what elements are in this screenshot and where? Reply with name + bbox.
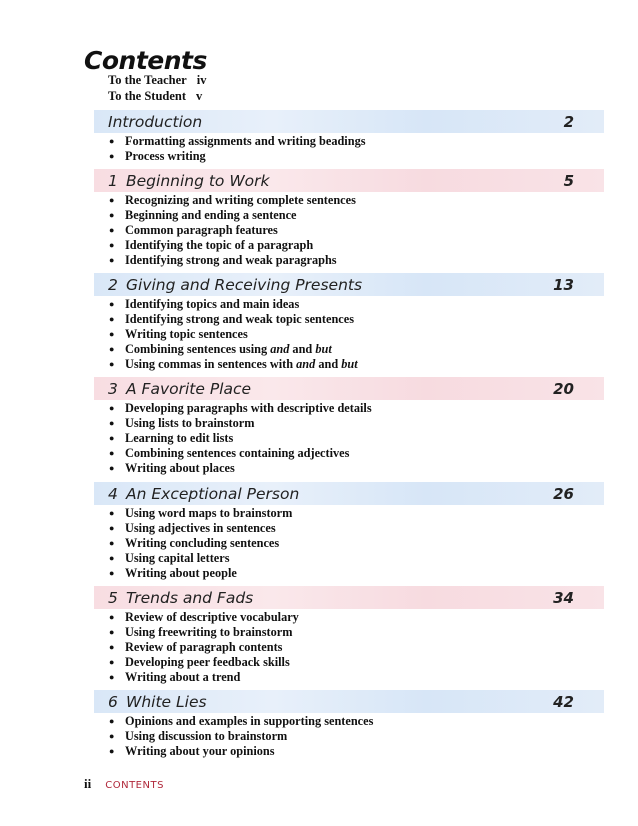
list-item: ● Common paragraph features: [108, 223, 356, 238]
section-title: White Lies: [126, 692, 207, 711]
section-header-4[interactable]: [94, 482, 604, 505]
list-item: ● Opinions and examples in supporting sentences: [108, 714, 373, 729]
section-title: A Favorite Place: [126, 379, 252, 398]
list-item: ● Formatting assignments and writing beadings: [108, 134, 366, 149]
section-topic-list: [108, 610, 299, 685]
section-page-number: 34: [553, 588, 574, 607]
list-item: ● Recognizing and writing complete sentences: [108, 193, 356, 208]
front-matter-page: iv: [196, 73, 207, 87]
section-page-number: 2: [563, 112, 574, 131]
front-matter: [108, 73, 206, 104]
list-item: ● Identifying strong and weak paragraphs: [108, 253, 356, 268]
list-item: ● Writing about people: [108, 566, 292, 581]
list-item: ● Review of descriptive vocabulary: [108, 610, 299, 625]
section-header-3[interactable]: [94, 377, 604, 400]
list-item: ● Combining sentences containing adjectives: [108, 446, 372, 461]
list-item: ● Combining sentences using and and but: [108, 342, 358, 357]
section-title: An Exceptional Person: [126, 484, 300, 503]
list-item: ● Learning to edit lists: [108, 431, 372, 446]
front-matter-label: To the Teacher: [108, 73, 187, 87]
list-item: ● Writing topic sentences: [108, 327, 358, 342]
section-number: 4: [108, 484, 118, 503]
section-page-number: 26: [553, 484, 574, 503]
list-item: ● Identifying strong and weak topic sentences: [108, 312, 358, 327]
section-page-number: 5: [563, 171, 574, 190]
section-number: 5: [108, 588, 118, 607]
list-item: ● Using capital letters: [108, 551, 292, 566]
section-page-number: 20: [553, 379, 574, 398]
page-title: Contents: [84, 46, 207, 75]
section-topic-list: [108, 297, 358, 372]
section-number: 1: [108, 171, 118, 190]
section-topic-list: [108, 506, 292, 581]
section-title: Introduction: [108, 112, 203, 131]
section-title: Beginning to Work: [126, 171, 270, 190]
section-header-6[interactable]: [94, 690, 604, 713]
footer-running-head: CONTENTS: [105, 780, 164, 791]
section-header-introduction[interactable]: [94, 110, 604, 133]
section-number: 2: [108, 275, 118, 294]
list-item: ● Using freewriting to brainstorm: [108, 625, 299, 640]
section-topic-list: [108, 714, 373, 759]
front-matter-entry: [108, 73, 206, 89]
section-title: Trends and Fads: [126, 588, 254, 607]
list-item: ● Process writing: [108, 149, 366, 164]
list-item: ● Using commas in sentences with and and but: [108, 357, 358, 372]
section-header-5[interactable]: [94, 586, 604, 609]
front-matter-page: v: [196, 88, 203, 103]
section-topic-list: [108, 401, 372, 476]
list-item: ● Using word maps to brainstorm: [108, 506, 292, 521]
section-page-number: 42: [553, 692, 574, 711]
section-header-1[interactable]: [94, 169, 604, 192]
section-title: Giving and Receiving Presents: [126, 275, 363, 294]
list-item: ● Beginning and ending a sentence: [108, 208, 356, 223]
list-item: ● Writing about places: [108, 461, 372, 476]
list-item: ● Using discussion to brainstorm: [108, 729, 373, 744]
section-header-2[interactable]: [94, 273, 604, 296]
list-item: ● Writing about a trend: [108, 670, 299, 685]
list-item: ● Developing peer feedback skills: [108, 655, 299, 670]
section-topic-list: [108, 193, 356, 268]
page-footer: [84, 776, 164, 792]
list-item: ● Identifying the topic of a paragraph: [108, 238, 356, 253]
list-item: ● Writing about your opinions: [108, 744, 373, 759]
section-page-number: 13: [553, 275, 574, 294]
footer-page-number: ii: [84, 776, 92, 791]
list-item: ● Using adjectives in sentences: [108, 521, 292, 536]
list-item: ● Using lists to brainstorm: [108, 416, 372, 431]
section-number: 3: [108, 379, 118, 398]
section-number: 6: [108, 692, 118, 711]
front-matter-label: To the Student: [108, 88, 187, 103]
list-item: ● Developing paragraphs with descriptive details: [108, 401, 372, 416]
list-item: ● Identifying topics and main ideas: [108, 297, 358, 312]
list-item: ● Writing concluding sentences: [108, 536, 292, 551]
section-topic-list: [108, 134, 366, 164]
list-item: ● Review of paragraph contents: [108, 640, 299, 655]
front-matter-entry: [108, 89, 206, 105]
